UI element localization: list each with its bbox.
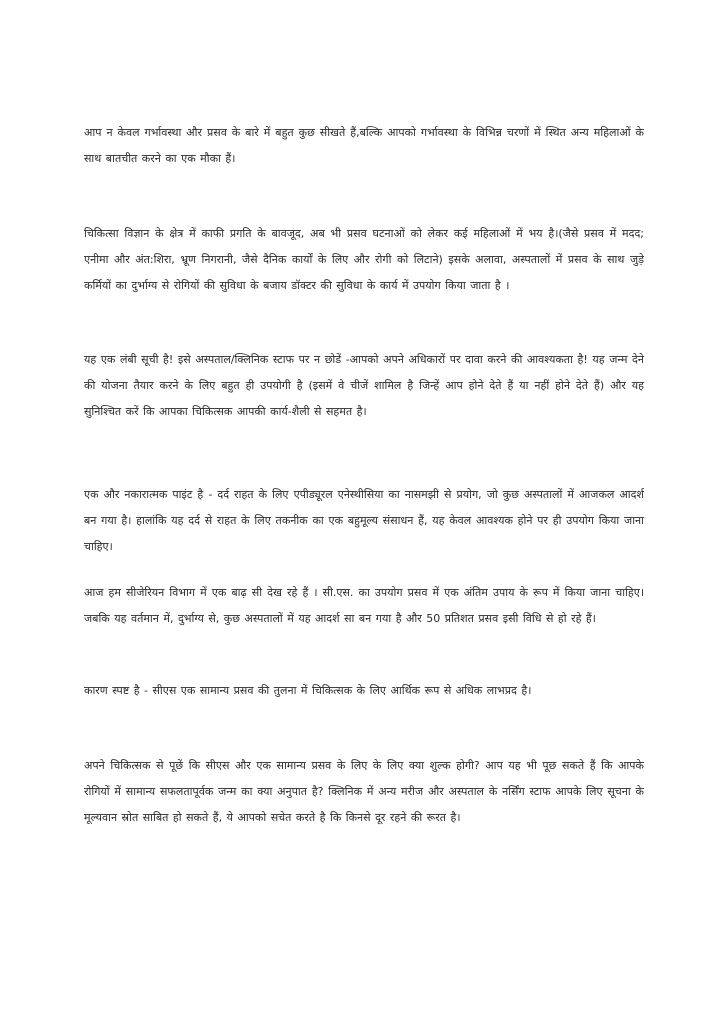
paragraph-pregnancy-learning: आप न केवल गर्भावस्था और प्रसव के बारे में बहुत कुछ सीखते हैं,बल्कि आपको गर्भावस्था के विभिन्न चरणों में स्थित अन्य महिलाओं के साथ बातचीत करने का एक मौका हैं। bbox=[84, 126, 644, 165]
paragraph-ask-doctor: अपने चिकित्सक से पूछें कि सीएस और एक सामान्य प्रसव के लिए के लिए क्या शुल्क होगी? आप यह भी पूछ सकते हैं कि आपके रोगियों में सामान्य सफलतापूर्वक जन्म का क्या अनुपात है? क्लिनिक में अन्य मरीज और अस्पताल के नर्सिंग स्टाफ आपके लिए सूचना के मूल्यवान स्रोत साबित हो सकते हैं, ये आपको सचेत करते है कि किनसे दूर रहने की रूरत है। bbox=[84, 759, 644, 824]
paragraph-medical-progress-fear: चिकित्सा विज्ञान के क्षेत्र में काफी प्रगति के बावजूद, अब भी प्रसव घटनाओं को लेकर कई महिलाओं में भय है।(जैसे प्रसव में मदद; एनीमा और अंत:शिरा, भ्रूण निगरानी, जैसे दैनिक कार्यों के लिए और रोगी को लिटाने) इसके अलावा, अस्पतालों में प्रसव के साथ जुड़े कर्मियों का दुर्भाग्य से रोगियों की सुविधा के बजाय डॉक्टर की सुविधा के कार्य में उपयोग किया जाता है । bbox=[84, 227, 644, 292]
paragraph-reason-cs: कारण स्पष्ट है - सीएस एक सामान्य प्रसव की तुलना में चिकित्सक के लिए आर्थिक रूप से अधिक लाभप्रद है। bbox=[84, 684, 532, 697]
paragraph-birth-plan-list: यह एक लंबी सूची है! इसे अस्पताल/क्लिनिक स्टाफ पर न छोडें -आपको अपने अधिकारों पर दावा करने की आवश्यकता है! यह जन्म देने की योजना तैयार करने के लिए बहुत ही उपयोगी है (इसमें वे चीजें शामिल है जिन्हें आप होने देते हैं या नहीं होने देते हैं) और यह सुनिश्चित करें कि आपका चिकित्सक आपकी कार्य-शैली से सहमत है। bbox=[84, 353, 644, 418]
paragraph-caesarean-flood: आज हम सीजेरियन विभाग में एक बाढ़ सी देख रहे हैं । सी.एस. का उपयोग प्रसव में एक अंतिम उपाय के रूप में किया जाना चाहिए। जबकि यह वर्तमान में, दुर्भाग्य से, कुछ अस्पतालों में यह आदर्श सा बन गया है और 50 प्रतिशत प्रसव इसी विधि से हो रहे हैं। bbox=[84, 586, 644, 625]
paragraph-epidural-point: एक और नकारात्मक पाइंट है - दर्द राहत के लिए एपीड्यूरल एनेस्थीसिया का नासमझी से प्रयोग, जो कुछ अस्पतालों में आजकल आदर्श बन गया है। हालांकि यह दर्द से राहत के लिए तकनीक का एक बहुमूल्य संसाधन हैं, यह केवल आवश्यक होने पर ही उपयोग किया जाना चाहिए। bbox=[84, 488, 644, 553]
